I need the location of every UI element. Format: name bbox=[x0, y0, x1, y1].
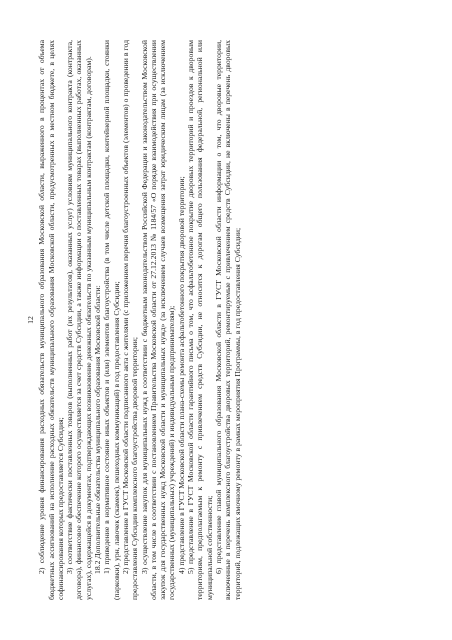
paragraph-funding-level: 2) соблюдение уровня финансирования расходных обязательств муниципального образования Московской области, выраженного в процентах от объема бюджетных ассигнований на исполнение расходных обязательств муниципального образования Московской области, предусмотренных в местном бюджете, в целях софинансирования которых предоставляется Субсидия; bbox=[37, 40, 65, 600]
paragraph-signed-act: 2) представление в ГУСТ Московской области подписанного акта с жителями (с приложением перечня благоустроенных объектов (элементов) о проведении в год предоставления Субсидии комплексного благоустройства дворовой территории; bbox=[120, 40, 140, 600]
page-number: 12 bbox=[26, 316, 35, 324]
rotated-text-sheet bbox=[26, 40, 426, 600]
paragraph-goods-compliance: 3) соответствие фактически поставленных товаров (выполненных работ (их результатов), оказанных услуг) условиям муниципального контракта (контракта, договора), финансовое обеспечение которого осуществляется за счет средств Субсидии, а также информации о поставленных товарах (выполненных работах, оказанных услугах), содержащейся в документах, подтверждающих возникновение денежных обязательств по указанным муниципальным контрактам (контрактам, договорам). bbox=[65, 40, 93, 600]
paragraph-normative-state: 1) приведение в нормативное состояние иных объектов и (или) элементов благоустройства (в том числе детской площадки, контейнерной площадки, стоянки (парковки), урн, лавочек (скамеек), пешеходных коммуникаций) в год предоставления Субсидии; bbox=[102, 40, 121, 600]
paragraph-guarantee-letter: 5) представление в ГУСТ Московской области гарантийного письма о том, что асфальтобетонное покрытие дворовых территорий и проездов к дворовым территориям, предполагаемым к ремонту с привлечением средств Субсидии, не относится к дорогам общего пользования федеральной, региональной или муниципальной собственности; bbox=[186, 40, 214, 600]
paragraph-head-information: 6) представление главой муниципального образования Московской области в ГУСТ Московской области информации о том, что дворовые территории, включенные в перечень комплексного благоустройства дворовых территорий, ремонтируемые с привлечением средств Субсидии, не включены в перечень дворовых территорий, подлежащих ямочному ремонту в рамках мероприятия Программы, в год предоставления Субсидии; bbox=[213, 40, 242, 600]
paragraph-plan-scheme: 4) представление в ГУСТ Московской области плана-схемы ремонта асфальтобетонного покрытия дворовой территории; bbox=[176, 176, 186, 574]
paragraph-additional-obligations: 18.2 Дополнительные обязательства муниципального образования Московской области: bbox=[93, 285, 103, 574]
paragraph-procurement: 3) осуществление закупок для муниципальных нужд в соответствии с бюджетным законодательством Российской Федерации и законодательством Московской области, в том числе в соответствии с постановлением Правительства Московской области от 27.12.2013 № 1184/57 «О порядке взаимодействия при осуществлении закупок для государственных нужд Московской области и муниципальных нужд» (за исключением случаев возмещения затрат юридическим лицам (за исключением государственных (муниципальных) учреждений) и индивидуальным предпринимателям); bbox=[139, 40, 177, 600]
